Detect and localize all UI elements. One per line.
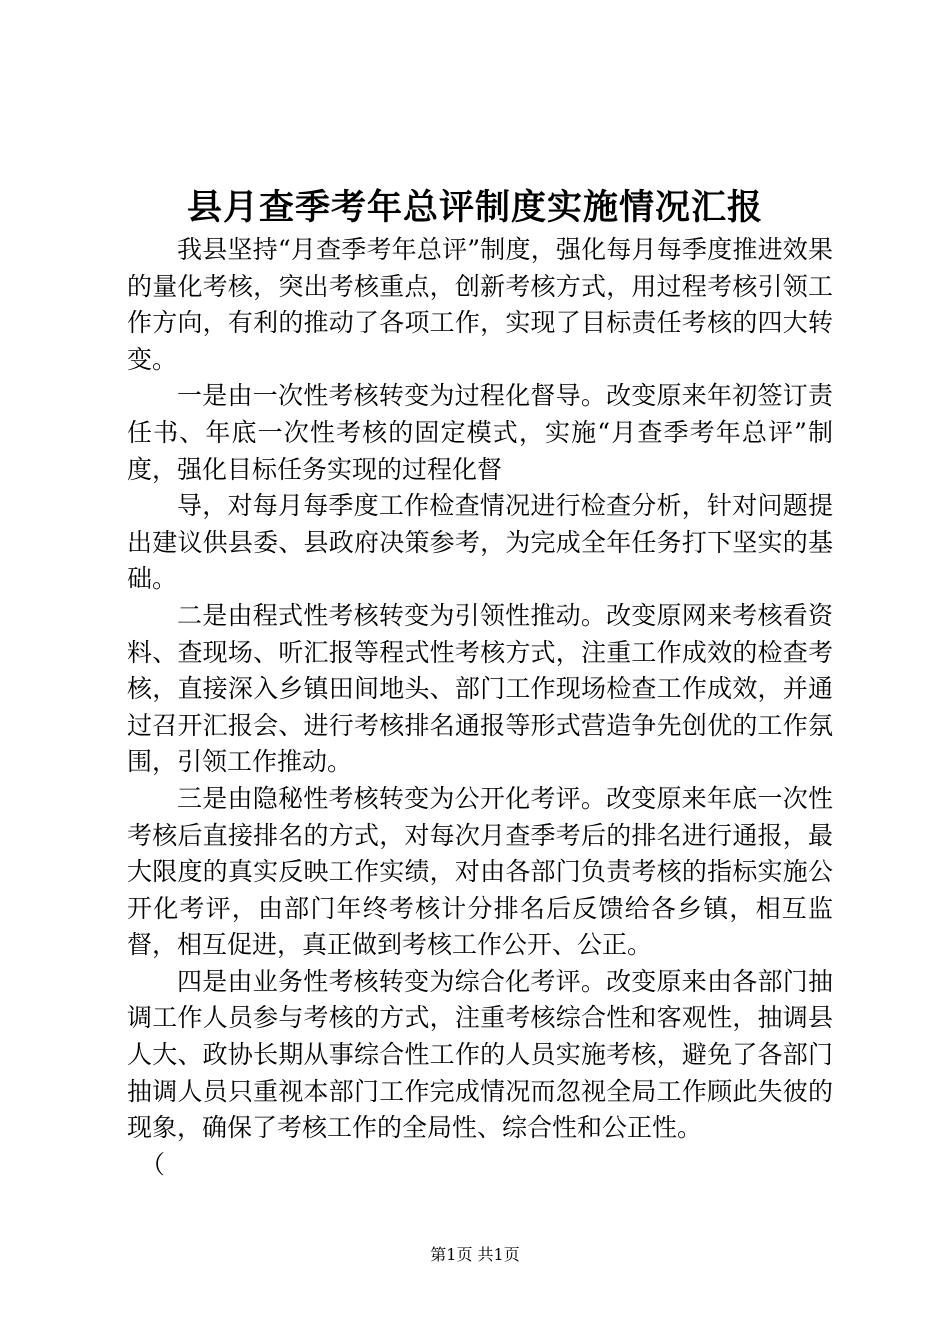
paragraph-trailing-bracket: （ bbox=[140, 1149, 166, 1179]
paragraph-point-three: 三是由隐秘性考核转变为公开化考评。改变原来年底一次性考核后直接排名的方式，对每次月查季考后的排名进行通报，最大限度的真实反映工作实绩，对由各部门负责考核的指标实施公开化考评，由部门年终考核计分排名后反馈给各乡镇，相互监督，相互促进，真正做到考核工作公开、公正。 bbox=[127, 783, 833, 960]
paragraph-intro: 我县坚持“月查季考年总评”制度，强化每月每季度推进效果的量化考核，突出考核重点，创新考核方式，用过程考核引领工作方向，有利的推动了各项工作，实现了目标责任考核的四大转变。 bbox=[127, 235, 833, 374]
document-title: 县月查季考年总评制度实施情况汇报 bbox=[186, 187, 763, 228]
paragraph-point-four: 四是由业务性考核转变为综合化考评。改变原来由各部门抽调工作人员参与考核的方式，注重考核综合性和客观性，抽调县人大、政协长期从事综合性工作的人员实施考核，避免了各部门抽调人员只重视本部门工作完成情况而忽视全局工作顾此失彼的现象，确保了考核工作的全局性、综合性和公正性。 bbox=[127, 966, 833, 1143]
paragraph-point-one-continued: 导，对每月每季度工作检查情况进行检查分析，针对问题提出建议供县委、县政府决策参考，为完成全年任务打下坚实的基础。 bbox=[127, 491, 833, 594]
paragraph-point-one: 一是由一次性考核转变为过程化督导。改变原来年初签订责任书、年底一次性考核的固定模式，实施“月查季考年总评”制度，强化目标任务实现的过程化督 bbox=[127, 381, 833, 484]
page-number-footer: 第1页 共1页 bbox=[430, 1245, 520, 1264]
paragraph-point-two: 二是由程式性考核转变为引领性推动。改变原网来考核看资料、查现场、听汇报等程式性考核方式，注重工作成效的检查考核，直接深入乡镇田间地头、部门工作现场检查工作成效，并通过召开汇报会、进行考核排名通报等形式营造争先创优的工作氛围，引领工作推动。 bbox=[127, 600, 833, 777]
document-body bbox=[127, 232, 833, 1183]
